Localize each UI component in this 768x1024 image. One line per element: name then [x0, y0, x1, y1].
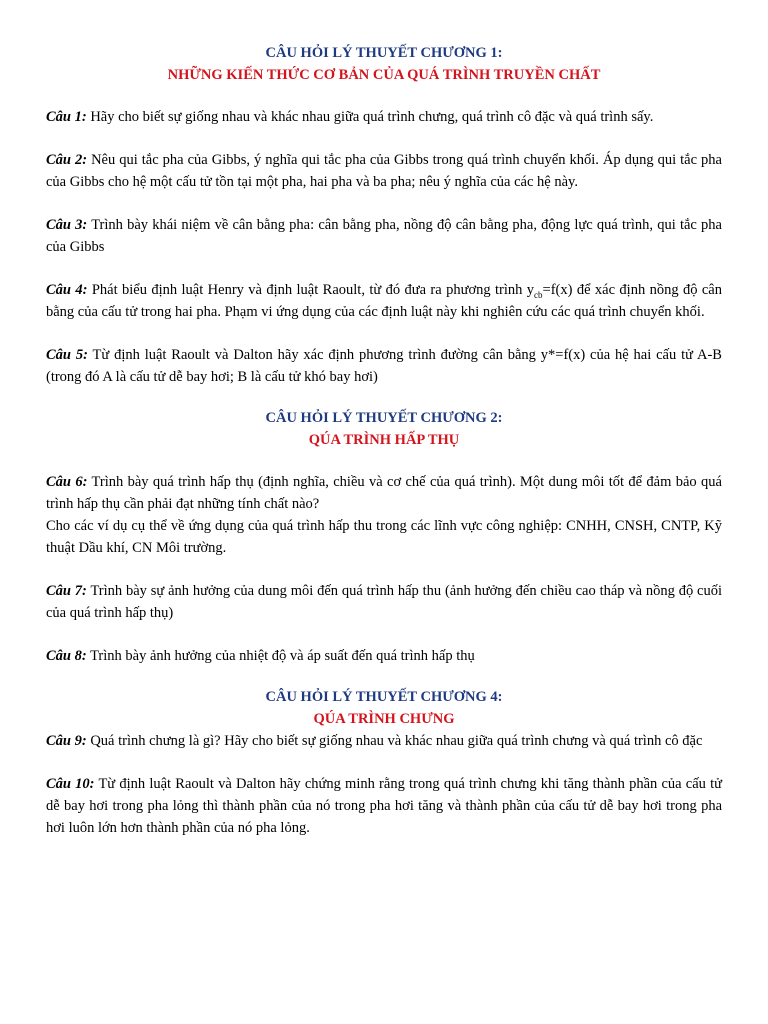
question-9-text: Quá trình chưng là gì? Hãy cho biết sự giống nhau và khác nhau giữa quá trình chưng và quá trình cô đặc [86, 733, 703, 749]
chapter-4-heading [46, 686, 722, 730]
chapter-2-title: CÂU HỎI LÝ THUYẾT CHƯƠNG 2: [265, 410, 503, 426]
question-10-label: Câu 10: [46, 776, 95, 792]
chapter-1-heading [46, 42, 722, 86]
question-7-text: Trình bày sự ảnh hưởng của dung môi đến quá trình hấp thu (ảnh hưởng đến chiều cao tháp và nồng độ cuối của quá trình hấp thụ) [46, 583, 722, 621]
chapter-2-subtitle: QÚA TRÌNH HẤP THỤ [308, 432, 460, 448]
question-2 [46, 149, 722, 193]
question-6-label: Câu 6: [46, 474, 88, 490]
question-4-text-before: Phát biểu định luật Henry và định luật Raoult, từ đó đưa ra phương trình y [87, 282, 535, 298]
question-9-label: Câu 9: [46, 733, 87, 749]
chapter-4-subtitle: QÚA TRÌNH CHƯNG [313, 711, 455, 727]
question-1-text: Hãy cho biết sự giống nhau và khác nhau giữa quá trình chưng, quá trình cô đặc và quá trình sấy. [86, 109, 654, 125]
question-4 [46, 279, 722, 323]
question-8 [46, 645, 722, 667]
question-7 [46, 580, 722, 624]
question-3 [46, 214, 722, 258]
question-3-label: Câu 3: [46, 217, 88, 233]
question-7-label: Câu 7: [46, 583, 87, 599]
question-5-text: Từ định luật Raoult và Dalton hãy xác định phương trình đường cân bằng y*=f(x) của hệ hai cấu tử A-B (trong đó A là cấu tử dễ bay hơi; B là cấu tử khó bay hơi) [46, 347, 722, 385]
chapter-1-title: CÂU HỎI LÝ THUYẾT CHƯƠNG 1: [265, 45, 503, 61]
question-10 [46, 773, 722, 839]
question-4-text-after: =f(x) để xác định nồng độ cân bằng của cấu tử trong hai pha. Phạm vi ứng dụng của các định luật này khi nghiên cứu các quá trình chuyển khối. [46, 282, 722, 320]
question-4-subscript: cb [534, 289, 543, 300]
question-4-label: Câu 4: [46, 282, 88, 298]
question-1-label: Câu 1: [46, 109, 87, 125]
question-6 [46, 471, 722, 515]
question-6-continued: Cho các ví dụ cụ thể về ứng dụng của quá trình hấp thu trong các lĩnh vực công nghiệp: CNHH, CNSH, CNTP, Kỹ thuật Dầu khí, CN Môi trường. [46, 518, 722, 556]
question-5-label: Câu 5: [46, 347, 88, 363]
question-1 [46, 106, 722, 128]
chapter-2-heading [46, 407, 722, 451]
question-2-text: Nêu qui tắc pha của Gibbs, ý nghĩa qui tắc pha của Gibbs trong quá trình chuyển khối. Áp dụng qui tắc pha của Gibbs cho hệ một cấu tử tồn tại một pha, hai pha và ba pha; nêu ý nghĩa của các hệ này. [46, 152, 722, 190]
question-8-label: Câu 8: [46, 648, 87, 664]
chapter-1-subtitle: NHỮNG KIẾN THỨC CƠ BẢN CỦA QUÁ TRÌNH TRUYỀN CHẤT [167, 67, 601, 83]
question-5 [46, 344, 722, 388]
question-3-text: Trình bày khái niệm về cân bằng pha: cân bằng pha, nồng độ cân bằng pha, động lực quá trình, qui tắc pha của Gibbs [46, 217, 722, 255]
question-2-label: Câu 2: [46, 152, 88, 168]
question-6-text: Trình bày quá trình hấp thụ (định nghĩa, chiều và cơ chế của quá trình). Một dung môi tốt để đảm bảo quá trình hấp thụ cần phải đạt những tính chất nào? [46, 474, 722, 512]
chapter-4-title: CÂU HỎI LÝ THUYẾT CHƯƠNG 4: [265, 689, 503, 705]
question-10-text: Từ định luật Raoult và Dalton hãy chứng minh rằng trong quá trình chưng khi tăng thành phần của cấu tử dễ bay hơi trong pha lỏng thì thành phần của nó trong pha hơi tăng và thành phần của cấu tử dễ bay hơi trong pha hơi luôn lớn hơn thành phần của nó pha lỏng. [46, 776, 722, 836]
question-9 [46, 730, 722, 752]
question-8-text: Trình bày ảnh hưởng của nhiệt độ và áp suất đến quá trình hấp thụ [86, 648, 475, 664]
